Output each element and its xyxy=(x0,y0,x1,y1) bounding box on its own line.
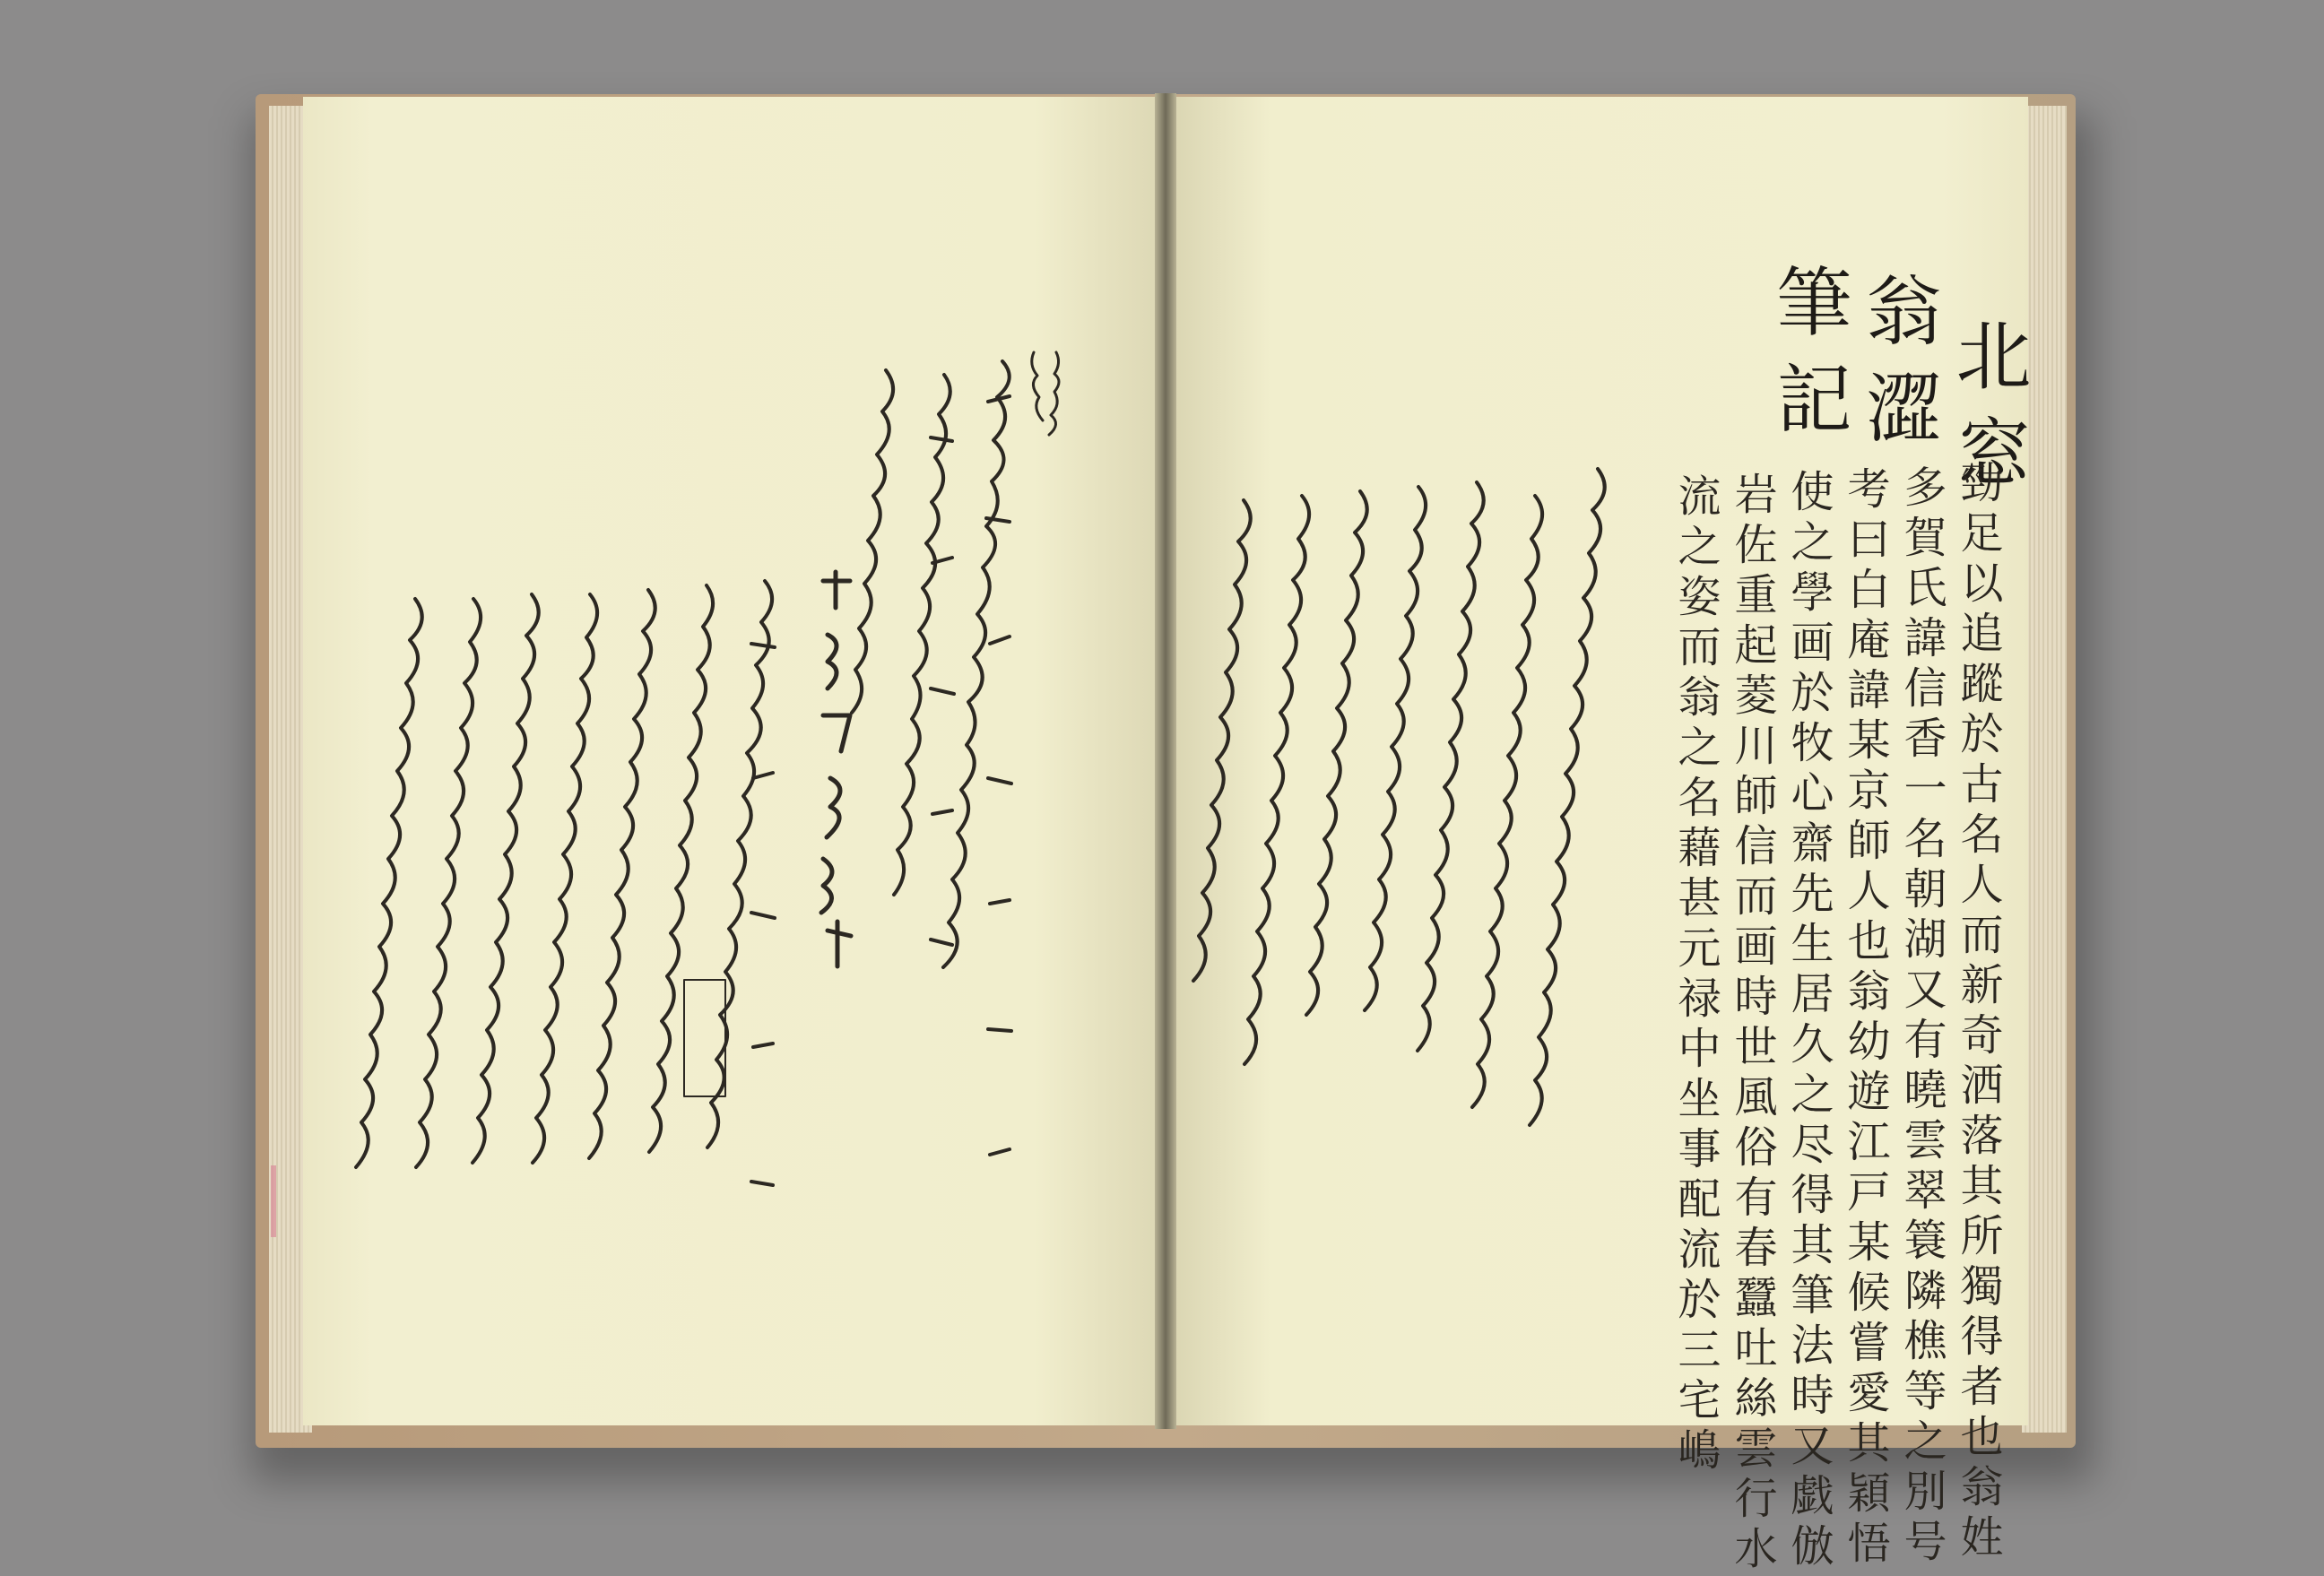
handwritten-column xyxy=(473,594,539,1163)
handwritten-column xyxy=(649,585,725,1152)
handwritten-column xyxy=(416,599,481,1167)
body-line-6: 流之姿而翁之名藉甚元禄中坐事配流於三宅嶋 xyxy=(1670,473,1721,1477)
body-line-4: 使之學画於牧心齋先生居久之尽得其筆法時又戯倣 xyxy=(1783,469,1834,1573)
handwritten-column xyxy=(852,370,893,713)
handwritten-column-heading xyxy=(821,572,851,966)
page-stain xyxy=(271,1165,276,1237)
handwritten-column xyxy=(894,375,954,945)
right-page-stack xyxy=(2022,106,2067,1433)
handwritten-column xyxy=(707,581,775,1185)
body-line-3: 考曰白庵諱某京師人也翁幼遊江戸某候嘗愛其穎悟 xyxy=(1840,466,1890,1571)
handwritten-column xyxy=(589,590,655,1158)
handwritten-column xyxy=(1306,491,1367,1015)
body-line-5: 岩佐重起菱川師信而画時世風俗有春蠶吐絲雲行水 xyxy=(1727,472,1777,1576)
handwritten-column xyxy=(1032,352,1059,435)
body-line-1: 勁足以追蹤於古名人而新奇洒落其所獨得者也翁姓 xyxy=(1953,460,2003,1564)
title-line-1: 北窓 xyxy=(1944,316,2032,510)
handwritten-column xyxy=(1472,496,1542,1107)
handwritten-column xyxy=(1530,469,1605,1125)
handwritten-column xyxy=(1418,482,1484,1051)
right-page xyxy=(1167,97,2032,1576)
handwritten-column xyxy=(1244,496,1309,1064)
handwritten-column xyxy=(533,594,597,1163)
left-page-handwriting xyxy=(303,97,1164,1425)
body-line-2: 多賀氏諱信香一名朝湖又有曉雲翠簑隣樵等之別号 xyxy=(1896,464,1947,1569)
title-line-3: 筆記 xyxy=(1765,263,1852,456)
handwritten-column xyxy=(1193,500,1251,981)
left-page xyxy=(303,97,1164,1425)
handwritten-column xyxy=(1365,487,1426,1010)
handwritten-column xyxy=(356,599,422,1167)
handwritten-column xyxy=(943,361,1011,1155)
title-line-2: 翁澀 xyxy=(1854,272,1942,465)
book-gutter xyxy=(1155,93,1176,1429)
